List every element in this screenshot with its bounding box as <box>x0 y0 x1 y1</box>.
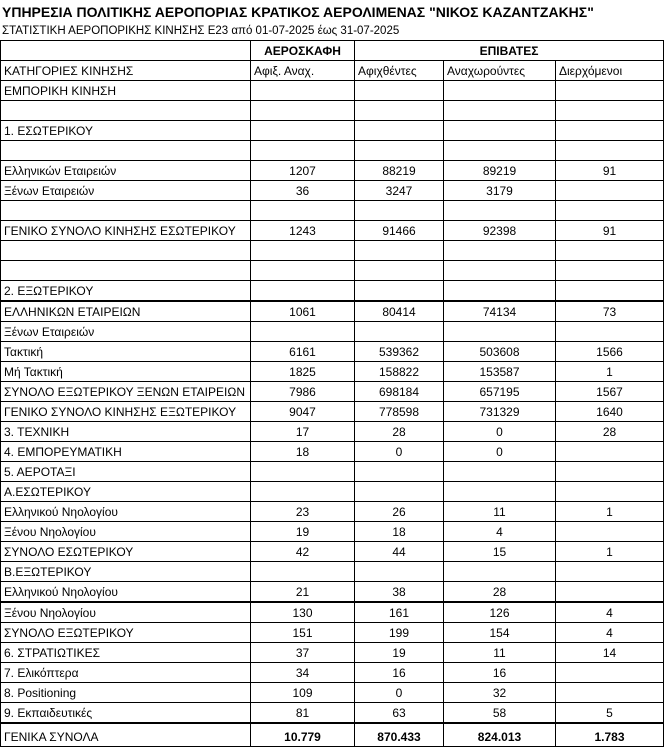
value-cell: 44 <box>355 542 444 562</box>
value-cell: 73 <box>556 301 664 322</box>
row-category-cell <box>1 241 251 261</box>
value-cell: 63 <box>355 703 444 724</box>
value-cell <box>444 121 556 141</box>
table-row <box>1 683 664 703</box>
value-cell: 91 <box>556 161 664 181</box>
table-row <box>1 241 664 261</box>
table-row <box>1 342 664 362</box>
value-cell: 28 <box>355 422 444 442</box>
value-cell: 28 <box>444 582 556 603</box>
value-cell: 0 <box>355 442 444 462</box>
row-category-cell: 2. ΕΞΩΤΕΡΙΚΟΥ <box>1 281 251 302</box>
value-cell <box>444 241 556 261</box>
value-cell <box>355 241 444 261</box>
value-cell <box>251 322 355 342</box>
row-category-cell <box>1 201 251 221</box>
table-row <box>1 81 664 101</box>
value-cell: 28 <box>556 422 664 442</box>
value-cell: 18 <box>251 442 355 462</box>
table-row <box>1 322 664 342</box>
value-cell: 503608 <box>444 342 556 362</box>
value-cell: 0 <box>444 442 556 462</box>
value-cell: 16 <box>444 663 556 683</box>
value-cell: 1 <box>556 542 664 562</box>
value-cell <box>556 562 664 582</box>
total-value-cell: 824.013 <box>444 723 556 747</box>
value-cell: 1 <box>556 362 664 382</box>
movements-column-header: Αφιξ. Αναχ. <box>251 61 355 81</box>
row-category-cell: Μή Τακτική <box>1 362 251 382</box>
value-cell <box>556 663 664 683</box>
value-cell <box>556 522 664 542</box>
value-cell <box>444 462 556 482</box>
value-cell <box>556 322 664 342</box>
value-cell <box>556 442 664 462</box>
table-row <box>1 562 664 582</box>
row-category-cell: Ξένων Εταιρειών <box>1 322 251 342</box>
total-value-cell: 870.433 <box>355 723 444 747</box>
value-cell <box>355 322 444 342</box>
row-category-cell: Ξένων Εταιρειών <box>1 181 251 201</box>
value-cell: 92398 <box>444 221 556 241</box>
value-cell: 657195 <box>444 382 556 402</box>
value-cell <box>355 121 444 141</box>
value-cell: 58 <box>444 703 556 724</box>
value-cell: 1640 <box>556 402 664 422</box>
arrivals-column-header: Αφιχθέντες <box>355 61 444 81</box>
row-category-cell: ΓΕΝΙΚΟ ΣΥΝΟΛΟ ΚΙΝΗΣΗΣ ΕΣΩΤΕΡΙΚΟΥ <box>1 221 251 241</box>
row-category-cell: 1. ΕΣΩΤΕΡΙΚΟΥ <box>1 121 251 141</box>
value-cell: 0 <box>444 422 556 442</box>
row-category-cell: ΕΜΠΟΡΙΚΗ ΚΙΝΗΣΗ <box>1 81 251 101</box>
value-cell <box>444 141 556 161</box>
value-cell <box>251 562 355 582</box>
value-cell: 698184 <box>355 382 444 402</box>
aircraft-group-header: ΑΕΡΟΣΚΑΦΗ <box>251 41 355 61</box>
value-cell: 0 <box>355 683 444 703</box>
row-category-cell: Ελληνικού Νηολογίου <box>1 502 251 522</box>
table-row <box>1 362 664 382</box>
row-category-cell: 5. ΑΕΡΟΤΑΞΙ <box>1 462 251 482</box>
row-category-cell: Ξένου Νηολογίου <box>1 602 251 623</box>
row-category-cell: 8. Positioning <box>1 683 251 703</box>
value-cell: 778598 <box>355 402 444 422</box>
value-cell: 88219 <box>355 161 444 181</box>
totals-label-cell: ΓΕΝΙΚΑ ΣΥΝΟΛΑ <box>1 723 251 747</box>
value-cell: 161 <box>355 602 444 623</box>
value-cell: 26 <box>355 502 444 522</box>
grand-totals-row <box>1 723 664 747</box>
value-cell <box>251 201 355 221</box>
table-row <box>1 663 664 683</box>
row-category-cell: Α.ΕΣΩΤΕΡΙΚΟΥ <box>1 482 251 502</box>
value-cell <box>251 462 355 482</box>
value-cell <box>556 121 664 141</box>
table-row <box>1 422 664 442</box>
table-row <box>1 602 664 623</box>
value-cell: 1 <box>556 502 664 522</box>
value-cell <box>556 462 664 482</box>
passengers-group-header: ΕΠΙΒΑΤΕΣ <box>355 41 664 61</box>
value-cell <box>556 81 664 101</box>
value-cell <box>251 482 355 502</box>
value-cell <box>251 281 355 302</box>
value-cell: 89219 <box>444 161 556 181</box>
total-value-cell: 10.779 <box>251 723 355 747</box>
table-row <box>1 502 664 522</box>
departures-column-header: Αναχωρούντες <box>444 61 556 81</box>
table-row <box>1 281 664 302</box>
total-value-cell: 1.783 <box>556 723 664 747</box>
row-category-cell: ΓΕΝΙΚΟ ΣΥΝΟΛΟ ΚΙΝΗΣΗΣ ΕΞΩΤΕΡΙΚΟΥ <box>1 402 251 422</box>
value-cell: 15 <box>444 542 556 562</box>
value-cell: 42 <box>251 542 355 562</box>
table-row <box>1 482 664 502</box>
value-cell <box>556 101 664 121</box>
value-cell: 153587 <box>444 362 556 382</box>
value-cell <box>444 81 556 101</box>
traffic-statistics-table <box>0 40 664 747</box>
table-row <box>1 221 664 241</box>
value-cell <box>556 683 664 703</box>
value-cell: 130 <box>251 602 355 623</box>
table-row <box>1 522 664 542</box>
table-row <box>1 703 664 724</box>
value-cell: 32 <box>444 683 556 703</box>
value-cell <box>251 241 355 261</box>
table-row <box>1 161 664 181</box>
value-cell <box>556 181 664 201</box>
value-cell <box>556 201 664 221</box>
value-cell <box>556 261 664 281</box>
value-cell <box>355 261 444 281</box>
table-row <box>1 462 664 482</box>
table-row <box>1 542 664 562</box>
value-cell <box>444 101 556 121</box>
row-category-cell: Τακτική <box>1 342 251 362</box>
header-blank-cell <box>1 41 251 61</box>
value-cell <box>556 241 664 261</box>
value-cell: 21 <box>251 582 355 603</box>
table-row <box>1 141 664 161</box>
row-category-cell: 6. ΣΤΡΑΤΙΩΤΙΚΕΣ <box>1 643 251 663</box>
value-cell: 4 <box>556 623 664 643</box>
table-row <box>1 643 664 663</box>
row-category-cell <box>1 141 251 161</box>
row-category-cell: 9. Εκπαιδευτικές <box>1 703 251 724</box>
value-cell: 1243 <box>251 221 355 241</box>
value-cell: 11 <box>444 502 556 522</box>
value-cell: 1567 <box>556 382 664 402</box>
value-cell: 18 <box>355 522 444 542</box>
value-cell <box>251 121 355 141</box>
table-row <box>1 121 664 141</box>
value-cell: 38 <box>355 582 444 603</box>
value-cell <box>355 101 444 121</box>
value-cell <box>355 462 444 482</box>
value-cell: 6161 <box>251 342 355 362</box>
row-category-cell: Ξένου Νηολογίου <box>1 522 251 542</box>
value-cell: 1566 <box>556 342 664 362</box>
table-row <box>1 402 664 422</box>
transit-column-header: Διερχόμενοι <box>556 61 664 81</box>
value-cell <box>556 482 664 502</box>
value-cell: 1061 <box>251 301 355 322</box>
value-cell: 154 <box>444 623 556 643</box>
category-column-header: ΚΑΤΗΓΟΡΙΕΣ ΚΙΝΗΣΗΣ <box>1 61 251 81</box>
value-cell: 4 <box>556 602 664 623</box>
table-row <box>1 261 664 281</box>
value-cell: 4 <box>444 522 556 542</box>
table-row <box>1 582 664 603</box>
value-cell <box>444 482 556 502</box>
value-cell: 731329 <box>444 402 556 422</box>
value-cell <box>444 201 556 221</box>
value-cell: 19 <box>355 643 444 663</box>
value-cell: 91466 <box>355 221 444 241</box>
value-cell <box>556 582 664 603</box>
value-cell: 1207 <box>251 161 355 181</box>
report-period: ΣΤΑΤΙΣΤΙΚΗ ΑΕΡΟΠΟΡΙΚΗΣ ΚΙΝΗΣΗΣ Ε23 από 01-07-2025 έως 31-07-2025 <box>2 25 400 37</box>
value-cell: 109 <box>251 683 355 703</box>
row-category-cell: Β.ΕΞΩΤΕΡΙΚΟΥ <box>1 562 251 582</box>
row-category-cell: ΣΥΝΟΛΟ ΕΞΩΤΕΡΙΚΟΥ <box>1 623 251 643</box>
value-cell: 74134 <box>444 301 556 322</box>
value-cell: 81 <box>251 703 355 724</box>
value-cell <box>444 562 556 582</box>
value-cell: 91 <box>556 221 664 241</box>
value-cell <box>251 101 355 121</box>
value-cell <box>444 281 556 302</box>
value-cell: 1825 <box>251 362 355 382</box>
row-category-cell: ΣΥΝΟΛΟ ΕΣΩΤΕΡΙΚΟΥ <box>1 542 251 562</box>
value-cell: 34 <box>251 663 355 683</box>
row-category-cell: Ελληνικών Εταιρειών <box>1 161 251 181</box>
value-cell: 19 <box>251 522 355 542</box>
row-category-cell <box>1 261 251 281</box>
value-cell: 80414 <box>355 301 444 322</box>
value-cell <box>251 141 355 161</box>
value-cell: 9047 <box>251 402 355 422</box>
table-row <box>1 442 664 462</box>
value-cell <box>355 281 444 302</box>
value-cell <box>251 261 355 281</box>
value-cell <box>355 482 444 502</box>
value-cell: 23 <box>251 502 355 522</box>
value-cell: 37 <box>251 643 355 663</box>
value-cell <box>251 81 355 101</box>
value-cell <box>355 201 444 221</box>
value-cell <box>355 562 444 582</box>
value-cell: 126 <box>444 602 556 623</box>
value-cell: 14 <box>556 643 664 663</box>
value-cell: 158822 <box>355 362 444 382</box>
value-cell: 36 <box>251 181 355 201</box>
table-row <box>1 623 664 643</box>
page-title: ΥΠΗΡΕΣΙΑ ΠΟΛΙΤΙΚΗΣ ΑΕΡΟΠΟΡΙΑΣ ΚΡΑΤΙΚΟΣ ΑΕΡΟΛΙΜΕΝΑΣ "ΝΙΚΟΣ ΚΑΖΑΝΤΖΑΚΗΣ" <box>2 4 594 20</box>
row-category-cell: 4. ΕΜΠΟΡΕΥΜΑΤΙΚΗ <box>1 442 251 462</box>
value-cell: 3247 <box>355 181 444 201</box>
row-category-cell: 3. ΤΕΧΝΙΚΗ <box>1 422 251 442</box>
row-category-cell: ΕΛΛΗΝΙΚΩΝ ΕΤΑΙΡΕΙΩΝ <box>1 301 251 322</box>
value-cell: 11 <box>444 643 556 663</box>
value-cell <box>556 141 664 161</box>
value-cell <box>355 141 444 161</box>
value-cell: 5 <box>556 703 664 724</box>
row-category-cell: Ελληνικού Νηολογίου <box>1 582 251 603</box>
table-row <box>1 101 664 121</box>
value-cell: 17 <box>251 422 355 442</box>
value-cell <box>355 81 444 101</box>
row-category-cell <box>1 101 251 121</box>
value-cell: 16 <box>355 663 444 683</box>
row-category-cell: ΣΥΝΟΛΟ ΕΞΩΤΕΡΙΚΟΥ ΞΕΝΩΝ ΕΤΑΙΡΕΙΩΝ <box>1 382 251 402</box>
value-cell: 539362 <box>355 342 444 362</box>
value-cell: 7986 <box>251 382 355 402</box>
value-cell: 199 <box>355 623 444 643</box>
table-row <box>1 301 664 322</box>
table-row <box>1 181 664 201</box>
table-row <box>1 382 664 402</box>
column-header-row <box>1 61 664 81</box>
row-category-cell: 7. Ελικόπτερα <box>1 663 251 683</box>
value-cell <box>444 261 556 281</box>
value-cell: 151 <box>251 623 355 643</box>
value-cell <box>444 322 556 342</box>
table-row <box>1 201 664 221</box>
value-cell <box>556 281 664 302</box>
value-cell: 3179 <box>444 181 556 201</box>
group-header-row <box>1 41 664 61</box>
